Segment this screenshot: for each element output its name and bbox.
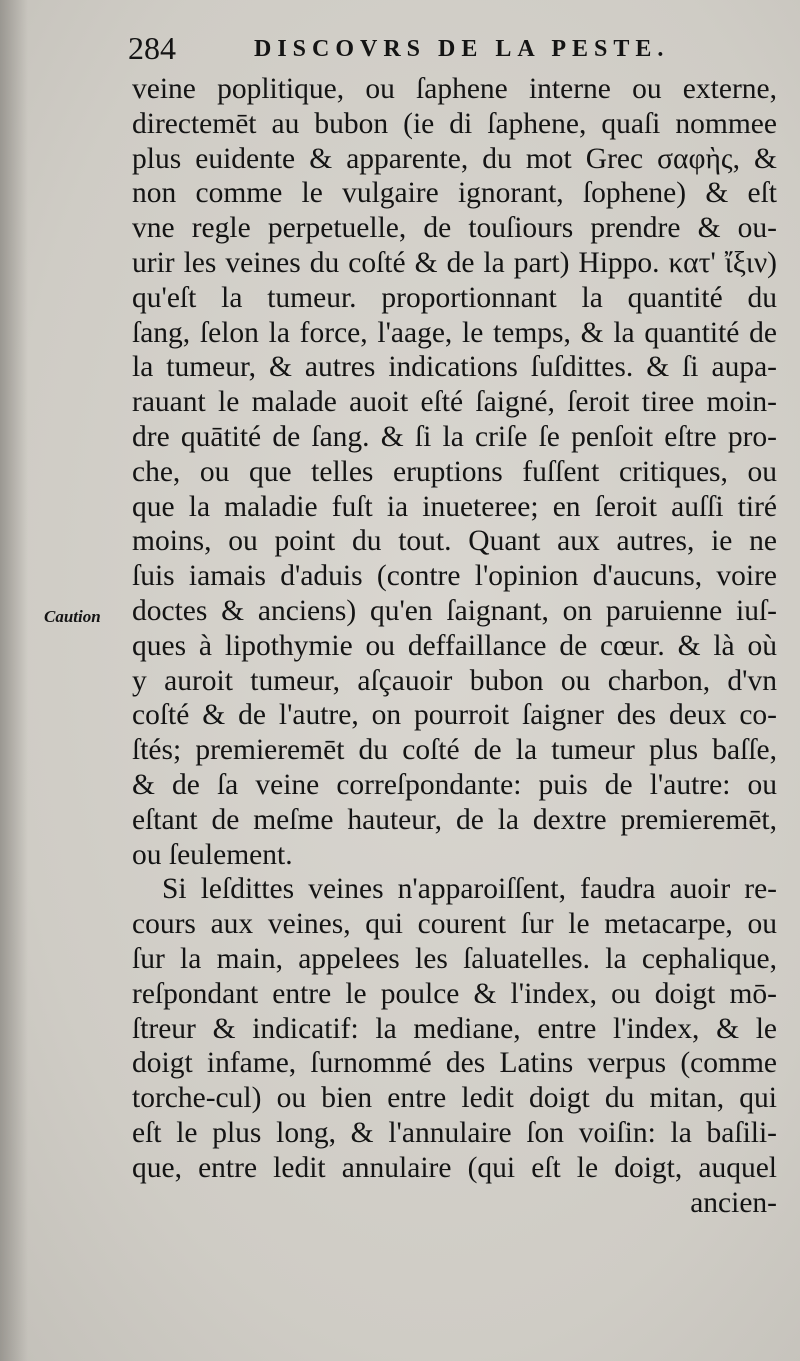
text-line: cours aux veines, qui courent ſur le metacarpe, ou [132,908,777,941]
text-line: eſtant de meſme hauteur, de la dextre premieremēt, [132,803,777,836]
text-line: que la maladie fuſt ia inueteree; en ſeroit auſſi tiré [132,490,777,523]
text-line: veine poplitique, ou ſaphene interne ou externe, [132,73,777,105]
text-line: directemēt au bubon (ie di ſaphene, quaſi nommee [132,107,777,140]
paragraph-start-line: Si leſdittes veines n'apparoiſſent, faudra auoir re- [162,873,777,906]
page-number: 284 [128,30,176,66]
text-line: eſt le plus long, & l'annulaire ſon voiſin: la baſili- [132,1116,777,1149]
gutter-shadow [0,0,28,1361]
text-line: que, entre ledit annulaire (qui eſt le doigt, auquel [132,1151,777,1184]
text-line: ou ſeulement. [132,838,293,871]
text-line: reſpondant entre le poulce & l'index, ou doigt mō- [132,977,777,1010]
text-line: la tumeur, & autres indications ſuſdittes. & ſi aupa- [132,351,777,384]
catchword: ancien- [690,1186,777,1219]
text-line: non comme le vulgaire ignorant, ſophene) & eſt [132,177,777,210]
text-line: qu'eſt la tumeur. proportionnant la quantité du [132,281,777,314]
text-line: ſuis iamais d'aduis (contre l'opinion d'aucuns, voire [132,560,777,593]
text-line: vne regle perpetuelle, de touſiours prendre & ou- [132,212,777,245]
page-header [128,28,728,76]
text-line: ques à lipothymie ou deffaillance de cœur. & là où [132,629,777,662]
text-line: ſur la main, appelees les ſaluatelles. la cephalique, [132,942,777,975]
text-line: moins, ou point du tout. Quant aux autres, ie ne [132,525,777,558]
text-line: ſtreur & indicatif: la mediane, entre l'index, & le [132,1012,777,1045]
text-line: y auroit tumeur, aſçauoir bubon ou charbon, d'vn [132,664,777,697]
text-line: urir les veines du coſté & de la part) Hippo. κατ' ἴξιν) [132,246,777,279]
text-line: rauant le malade auoit eſté ſaigné, ſeroit tiree moin- [132,386,777,419]
text-line: doigt infame, ſurnommé des Latins verpus (comme [132,1047,777,1080]
text-line: dre quātité de ſang. & ſi la criſe ſe penſoit eſtre pro- [132,420,777,453]
text-line: plus euidente & apparente, du mot Grec σαφὴς, & [132,142,777,175]
running-title: DISCOVRS DE LA PESTE. [254,36,670,62]
text-line: doctes & anciens) qu'en ſaignant, on paruienne iuſ- [132,594,777,627]
text-line: che, ou que telles eruptions fuſſent critiques, ou [132,455,777,488]
text-line: ſtés; premieremēt du coſté de la tumeur plus baſſe, [132,734,777,767]
text-line: torche-cul) ou bien entre ledit doigt du mitan, qui [132,1082,777,1115]
margin-note: Caution [44,607,101,626]
body-text [132,72,777,1220]
text-line: coſté & de l'autre, on pourroit ſaigner des deux co- [132,699,777,732]
text-line: ſang, ſelon la force, l'aage, le temps, & la quantité de [132,316,777,349]
text-line: & de ſa veine correſpondante: puis de l'autre: ou [132,768,777,801]
